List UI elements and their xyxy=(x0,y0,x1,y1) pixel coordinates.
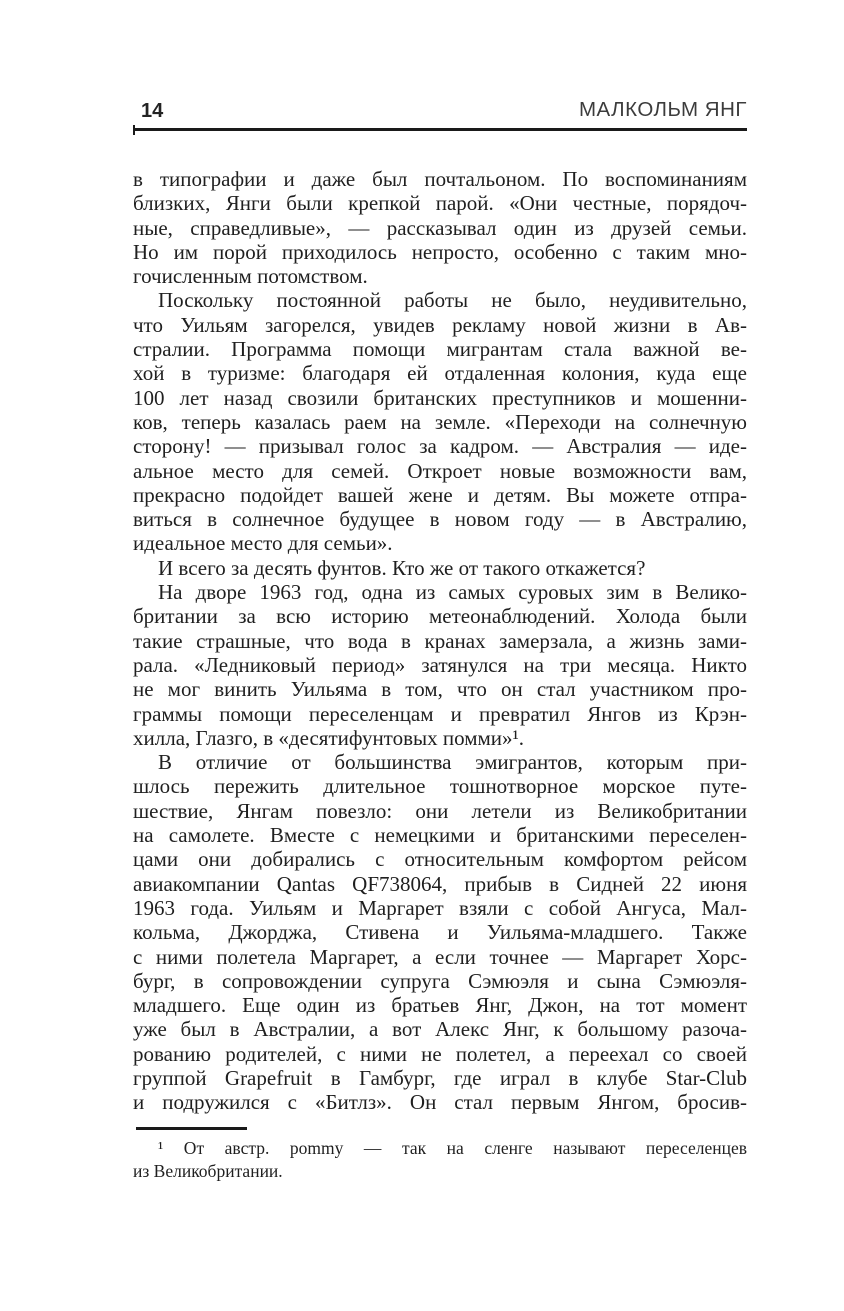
text-line: цами они добирались с относительным комфортом рейсом xyxy=(133,847,747,872)
text-line: бург, в сопровождении супруга Сэмюэля и сына Сэмюэля- xyxy=(133,968,747,993)
text-line: на самолете. Вместе с немецкими и британскими переселен- xyxy=(133,823,747,848)
text-line: младшего. Еще один из братьев Янг, Джон, на тот момент xyxy=(133,993,747,1018)
text-line: не мог винить Уильяма в том, что он стал участником про- xyxy=(133,677,747,702)
text-line: британии за всю историю метеонаблюдений. Холода были xyxy=(133,604,747,629)
footnote-line: ¹ От австр. pommy — так на сленге называют переселенцев xyxy=(158,1138,747,1158)
text-line: рованию родителей, с ними не полетел, а переехал со своей xyxy=(133,1041,747,1066)
header-rule xyxy=(133,128,747,131)
text-line: ные, справедливые», — рассказывал один из друзей семьи. xyxy=(133,215,747,240)
paragraph xyxy=(133,556,747,580)
running-title: МАЛКОЛЬМ ЯНГ xyxy=(578,98,747,121)
text-line: В отличие от большинства эмигрантов, которым при- xyxy=(158,750,747,775)
body-text xyxy=(133,167,747,1115)
text-line: виться в солнечное будущее в новом году — в Австралию, xyxy=(133,507,747,532)
text-line: альное место для семей. Откроет новые возможности вам, xyxy=(133,458,747,483)
paragraph xyxy=(133,750,747,1114)
text-line: в типографии и даже был почтальоном. По воспоминаниям xyxy=(133,167,747,191)
text-line: уже был в Австралии, а вот Алекс Янг, к большому разоча- xyxy=(133,1017,747,1042)
paragraph xyxy=(133,580,747,750)
footnote-rule xyxy=(136,1127,247,1130)
text-line: хилла, Глазго, в «десятифунтовых помми»¹. xyxy=(133,725,525,750)
text-line: прекрасно подойдет вашей жене и детям. Вы можете отпра- xyxy=(133,482,747,507)
text-line: и подружился с «Битлз». Он стал первым Янгом, бросив- xyxy=(133,1090,747,1115)
text-line: рала. «Ледниковый период» затянулся на три месяца. Никто xyxy=(133,652,747,677)
text-line: с ними полетела Маргарет, а если точнее — Маргарет Хорс- xyxy=(133,944,747,969)
text-line: граммы помощи переселенцам и превратил Янгов из Крэн- xyxy=(133,701,747,726)
text-line: гочисленным потомством. xyxy=(133,264,368,289)
page-header xyxy=(133,100,747,121)
text-line: ков, теперь казалась раем на земле. «Переходи на солнечную xyxy=(133,409,747,434)
text-line: 1963 года. Уильям и Маргарет взяли с собой Ангуса, Мал- xyxy=(133,895,747,920)
paragraph xyxy=(133,167,747,288)
text-line: шествие, Янгам повезло: они летели из Великобритании xyxy=(133,798,747,823)
footnote-line: из Великобритании. xyxy=(133,1161,283,1181)
text-line: авиакомпании Qantas QF738064, прибыв в Сидней 22 июня xyxy=(133,871,747,896)
footnote-text xyxy=(133,1137,747,1183)
paragraph xyxy=(133,288,747,555)
text-line: близких, Янги были крепкой парой. «Они честные, порядоч- xyxy=(133,191,747,216)
text-line: 100 лет назад свозили британских преступников и мошенни- xyxy=(133,385,747,410)
text-line: группой Grapefruit в Гамбург, где играл в клубе Star-Club xyxy=(133,1065,747,1090)
header-rule-tick xyxy=(133,125,135,135)
text-line: кольма, Джорджа, Стивена и Уильяма-младшего. Также xyxy=(133,920,747,945)
text-line: такие страшные, что вода в кранах замерзала, а жизнь зами- xyxy=(133,628,747,653)
text-line: И всего за десять фунтов. Кто же от такого откажется? xyxy=(158,555,646,580)
page-number: 14 xyxy=(141,99,164,122)
text-line: сторону! — призывал голос за кадром. — Австралия — иде- xyxy=(133,434,747,459)
text-line: Поскольку постоянной работы не было, неудивительно, xyxy=(158,288,747,313)
text-line: Но им порой приходилось непросто, особенно с таким мно- xyxy=(133,239,747,264)
text-line: хой в туризме: благодаря ей отдаленная колония, куда еще xyxy=(133,361,747,386)
text-line: На дворе 1963 год, одна из самых суровых зим в Велико- xyxy=(158,580,747,605)
text-line: что Уильям загорелся, увидев рекламу новой жизни в Ав- xyxy=(133,312,747,337)
text-line: шлось пережить длительное тошнотворное морское путе- xyxy=(133,774,747,799)
text-line: стралии. Программа помощи мигрантам стала важной ве- xyxy=(133,337,747,362)
text-line: идеальное место для семьи». xyxy=(133,531,393,556)
